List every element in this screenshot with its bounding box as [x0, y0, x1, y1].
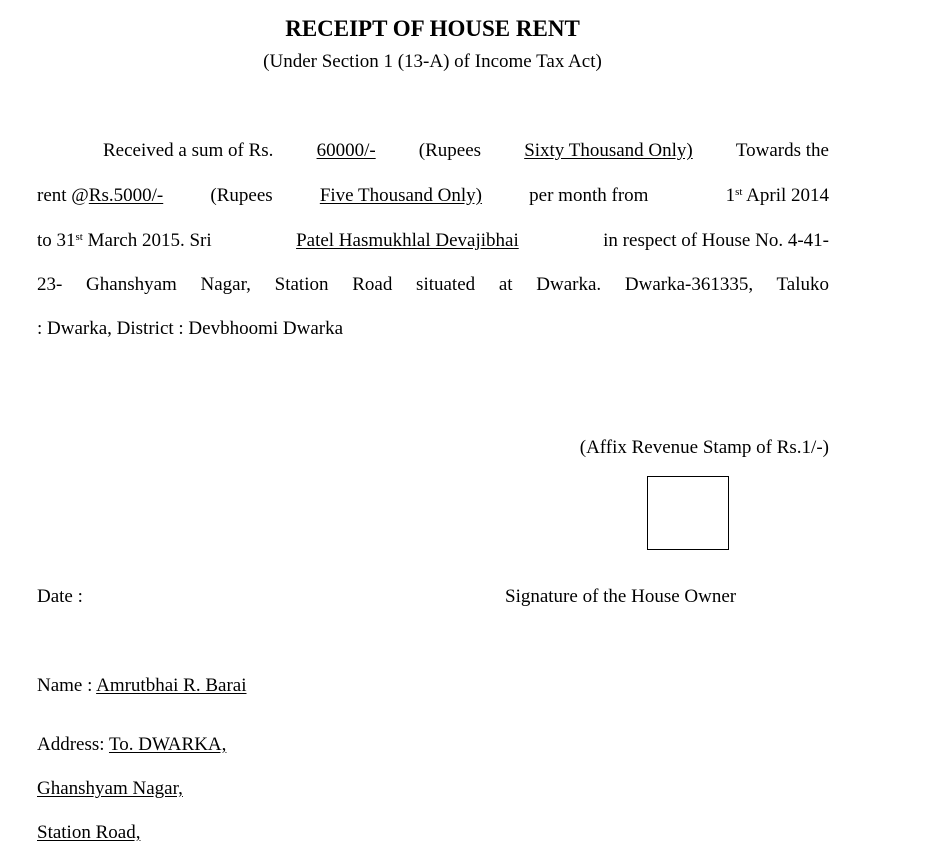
body-line-4: [37, 274, 829, 296]
tenant-name: Patel Hasmukhlal Devajibhai: [296, 230, 519, 251]
address-label: Address:: [37, 734, 105, 755]
from-day: 1: [725, 185, 736, 206]
from-month-year: April 2014: [746, 185, 829, 206]
body-line-3: [37, 230, 829, 252]
text-segment: March 2015. Sri: [87, 230, 212, 251]
document-subtitle: (Under Section 1 (13-A) of Income Tax Act): [263, 51, 602, 72]
signature-label: Signature of the House Owner: [505, 586, 737, 607]
revenue-stamp-box: [647, 476, 729, 550]
text-segment: (Rupees: [210, 185, 273, 206]
amount-value: 60000/-: [316, 140, 376, 161]
monthly-rent-words: Five Thousand Only): [319, 185, 483, 206]
body-line-5: [37, 318, 829, 340]
from-date: [726, 185, 829, 207]
name-row: [37, 675, 247, 697]
revenue-stamp-label: (Affix Revenue Stamp of Rs.1/-): [579, 437, 829, 458]
body-line-1: [37, 140, 829, 162]
text-segment: Towards the: [735, 140, 829, 161]
text-segment: : Dwarka, District : Devbhoomi Dwarka: [37, 318, 344, 339]
address-row: [37, 734, 226, 756]
address-line: To. DWARKA,: [108, 734, 227, 755]
to-date: [37, 230, 212, 252]
document-title: RECEIPT OF HOUSE RENT: [285, 16, 580, 41]
body-line-2: [37, 185, 829, 207]
text-segment: in respect of House No. 4-41-: [603, 230, 829, 251]
text-segment: (Rupees: [418, 140, 482, 161]
to-day-suffix: st: [75, 231, 83, 243]
text-segment: to 31: [37, 230, 76, 251]
name-label: Name :: [37, 675, 93, 696]
name-value: Amrutbhai R. Barai: [96, 675, 247, 696]
address-line: Station Road,: [37, 822, 141, 843]
address-line: Ghanshyam Nagar,: [37, 778, 183, 799]
from-day-suffix: st: [735, 186, 743, 198]
text-segment: 23- Ghanshyam Nagar, Station Road situated at Dwarka. Dwarka-361335, Taluko: [37, 274, 829, 295]
date-label: Date :: [37, 586, 83, 607]
amount-words: Sixty Thousand Only): [524, 140, 693, 161]
text-segment: rent @: [37, 185, 89, 206]
text-segment: Received a sum of Rs.: [103, 140, 274, 161]
monthly-rent-value: Rs.5000/-: [88, 185, 164, 206]
text-segment: per month from: [529, 185, 649, 206]
